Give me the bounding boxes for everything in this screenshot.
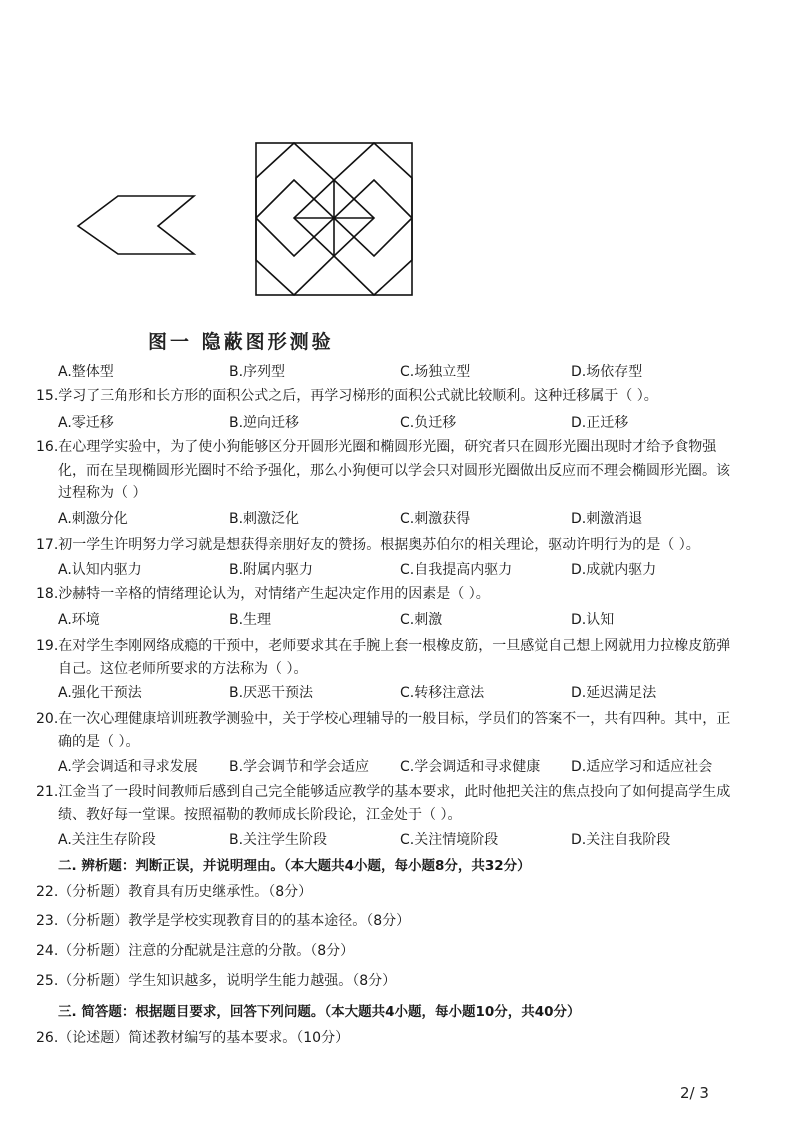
q15-option-a: A.零迁移 <box>58 415 114 431</box>
q16-option-b: B.刺激泛化 <box>229 511 300 527</box>
hidden-figure-test-diagram <box>70 138 420 303</box>
q18-option-b: B.生理 <box>229 612 272 628</box>
q15-stem: 15.学习了三角形和长方形的面积公式之后，再学习梯形的面积公式就比较顺利。这种迁移属于（ ）。 <box>36 388 658 404</box>
q23-stem: 23.（分析题）教学是学校实现教育目的的基本途径。（8分） <box>36 913 411 929</box>
q19-option-b: B.厌恶干预法 <box>229 685 314 701</box>
q16-stem-line-1: 16.在心理学实验中，为了使小狗能够区分开圆形光圈和椭圆形光圈，研究者只在圆形光圈出现时才给予食物强 <box>36 439 717 455</box>
grid-diamond-right <box>334 143 412 295</box>
q21-stem-line-1: 21.江金当了一段时间教师后感到自己完全能够适应教学的基本要求，此时他把关注的焦点投向了如何提高学生成 <box>36 784 731 800</box>
q21-stem-line-2: 绩、教好每一堂课。按照福勒的教师成长阶段论，江金处于（ ）。 <box>58 807 462 823</box>
arrow-target-shape <box>78 196 194 254</box>
q17-option-d: D.成就内驱力 <box>571 562 657 578</box>
q22-stem: 22.（分析题）教育具有历史继承性。（8分） <box>36 884 313 900</box>
q16-stem-line-2: 化，而在呈现椭圆形光圈时不给予强化，那么小狗便可以学会只对圆形光圈做出反应而不理会椭圆形光圈。该 <box>58 463 730 479</box>
q14-option-b: B.序列型 <box>229 364 286 380</box>
section-2-heading: 二. 辨析题：判断正误，并说明理由。（本大题共4小题，每小题8分，共32分） <box>58 858 531 874</box>
q19-option-c: C.转移注意法 <box>400 685 485 701</box>
q17-option-c: C.自我提高内驱力 <box>400 562 513 578</box>
q24-stem: 24.（分析题）注意的分配就是注意的分散。（8分） <box>36 943 355 959</box>
q16-option-d: D.刺激消退 <box>571 511 643 527</box>
q26-stem: 26.（论述题）简述教材编写的基本要求。（10分） <box>36 1030 350 1046</box>
q20-stem-line-2: 确的是（ ）。 <box>58 734 140 750</box>
grid-diamond-left <box>256 143 334 295</box>
q19-option-a: A.强化干预法 <box>58 685 142 701</box>
q20-stem-line-1: 20.在一次心理健康培训班教学测验中，关于学校心理辅导的一般目标，学员们的答案不一，共有四种。其中，正 <box>36 711 731 727</box>
q19-stem-line-2: 自己。这位老师所要求的方法称为（ ）。 <box>58 661 308 677</box>
q14-option-c: C.场独立型 <box>400 364 471 380</box>
q20-option-c: C.学会调适和寻求健康 <box>400 759 541 775</box>
q14-option-a: A.整体型 <box>58 364 114 380</box>
section-3-heading: 三. 简答题：根据题目要求，回答下列问题。（本大题共4小题，每小题10分，共40分） <box>58 1004 581 1020</box>
q21-option-c: C.关注情境阶段 <box>400 832 499 848</box>
q19-option-d: D.延迟满足法 <box>571 685 657 701</box>
q18-option-c: C.刺激 <box>400 612 443 628</box>
q17-option-a: A.认知内驱力 <box>58 562 142 578</box>
q15-option-d: D.正迁移 <box>571 415 629 431</box>
q15-option-c: C.负迁移 <box>400 415 457 431</box>
q19-stem-line-1: 19.在对学生李刚网络成瘾的干预中，老师要求其在手腕上套一根橡皮筋，一旦感觉自己想上网就用力拉橡皮筋弹 <box>36 638 731 654</box>
figure-caption: 图一 隐蔽图形测验 <box>148 331 334 353</box>
q20-option-d: D.适应学习和适应社会 <box>571 759 713 775</box>
q18-option-d: D.认知 <box>571 612 615 628</box>
q20-option-b: B.学会调节和学会适应 <box>229 759 370 775</box>
page-number: 2/ 3 <box>680 1084 709 1102</box>
q21-option-a: A.关注生存阶段 <box>58 832 156 848</box>
q15-option-b: B.逆向迁移 <box>229 415 300 431</box>
q16-stem-line-3: 过程称为（ ） <box>58 485 147 501</box>
q20-option-a: A.学会调适和寻求发展 <box>58 759 198 775</box>
q18-option-a: A.环境 <box>58 612 100 628</box>
q21-option-d: D.关注自我阶段 <box>571 832 671 848</box>
q17-option-b: B.附属内驱力 <box>229 562 314 578</box>
q17-stem: 17.初一学生许明努力学习就是想获得亲朋好友的赞扬。根据奥苏伯尔的相关理论，驱动许明行为的是（ ）。 <box>36 537 700 553</box>
q16-option-a: A.刺激分化 <box>58 511 128 527</box>
q16-option-c: C.刺激获得 <box>400 511 471 527</box>
q25-stem: 25.（分析题）学生知识越多，说明学生能力越强。（8分） <box>36 973 397 989</box>
q14-option-d: D.场依存型 <box>571 364 643 380</box>
q21-option-b: B.关注学生阶段 <box>229 832 328 848</box>
q18-stem: 18.沙赫特一辛格的情绪理论认为，对情绪产生起决定作用的因素是（ ）。 <box>36 586 490 602</box>
